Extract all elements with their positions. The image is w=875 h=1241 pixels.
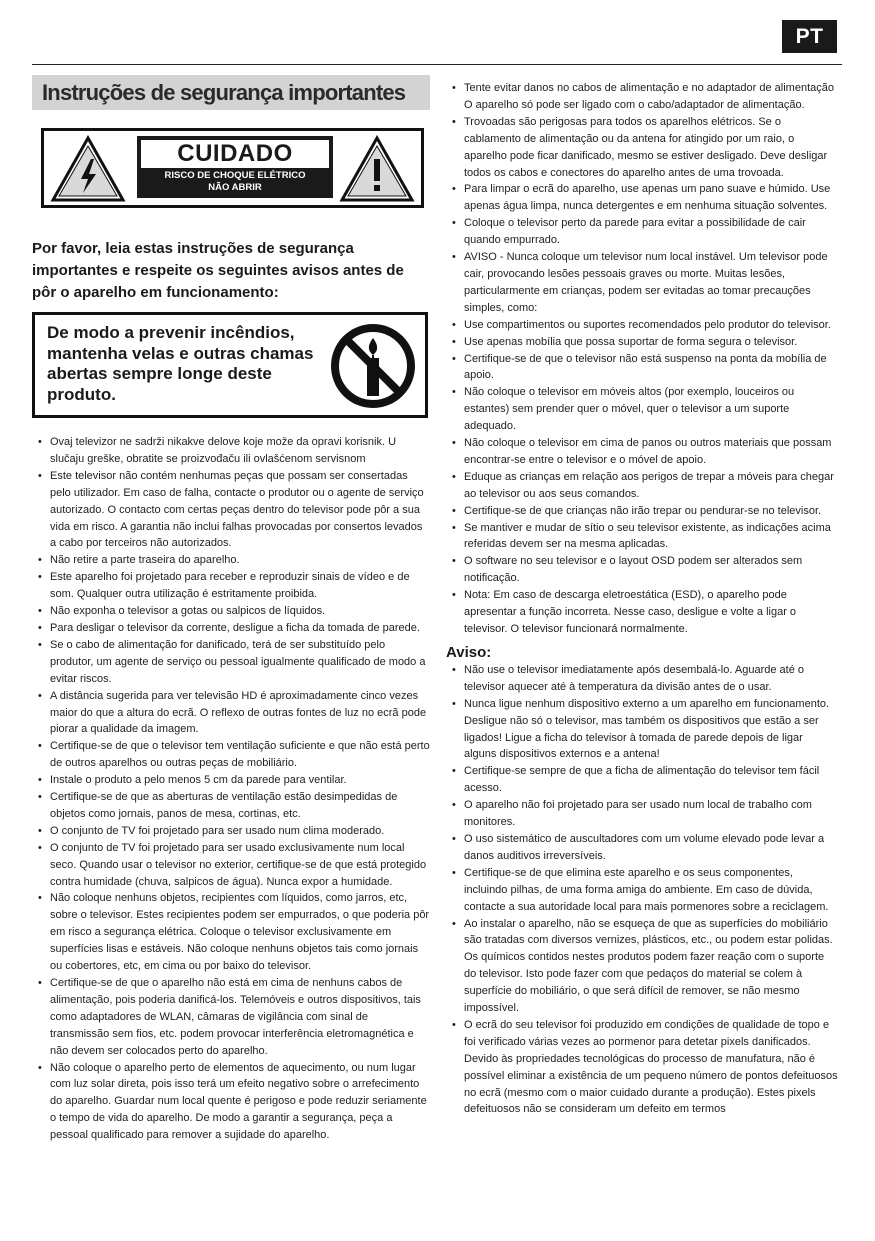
list-item: • O uso sistemático de auscultadores com um volume elevado pode levar a danos auditivos irreversíveis.: [446, 831, 838, 865]
list-item: • Certifique-se de que elimina este aparelho e os seus componentes, incluindo pilhas, de uma forma amiga do ambiente. Em caso de dúvida, contacte a sua autoridade local para mais pormenores sobre a reciclagem.: [446, 865, 838, 916]
list-item: • Não coloque o aparelho perto de elementos de aquecimento, ou num lugar com luz solar direta, pois isso terá um efeito negativo sobre o arrefecimento do aparelho. Guardar num local quente é perigoso e pode reduzir seriamente o tempo de vida do aparelho. De modo a garantir a segurança, peça a pessoal qualificado para remover a sujidade do aparelho.: [32, 1060, 430, 1145]
list-item: • Certifique-se de que crianças não irão trepar ou pendurar-se no televisor.: [446, 503, 838, 520]
list-item: • Não coloque o televisor em cima de panos ou outros materiais que possam encontrar-se entre o televisor e o móvel de apoio.: [446, 435, 838, 469]
left-column: [32, 75, 430, 1144]
list-item: • Ao instalar o aparelho, não se esqueça de que as superfícies do mobiliário são tratadas com diversos vernizes, plásticos, etc., ou podem estar polidas. Os químicos contidos nestes produtos podem fazer reação com o suporte do televisor. Isto pode fazer com que pedaços do material se colem à superfície do mobiliário, o que será difícil de remover, se não mesmo impossível.: [446, 916, 838, 1017]
list-item: • Não coloque o televisor em móveis altos (por exemplo, louceiros ou estantes) sem prender quer o móvel, quer o televisor a um suporte adequado.: [446, 384, 838, 435]
list-item: • Certifique-se de que o televisor tem ventilação suficiente e que não está perto de outros aparelhos ou outras peças de mobiliário.: [32, 738, 430, 772]
candle-warning-text: De modo a prevenir incêndios, mantenha velas e outras chamas abertas sempre longe deste produto.: [47, 323, 314, 404]
list-item: • O aparelho não foi projetado para ser usado num local de trabalho com monitores.: [446, 797, 838, 831]
list-item: • O ecrã do seu televisor foi produzido em condições de qualidade de topo e foi verificado várias vezes ao pormenor para detetar pixels danificados. Devido às propriedades tecnológicas do processo de manufatura, não é possível eliminar a existência de um pequeno número de pontos defeituosos no ecrã (mesmo com o maior cuidado durante a produção). Estes pixels defeituosos não se consideram um defeito em termos: [446, 1017, 838, 1118]
language-badge: PT: [782, 20, 837, 53]
electric-shock-warning-icon: [50, 135, 126, 203]
list-item: • Nota: Em caso de descarga eletroestática (ESD), o aparelho pode apresentar a função incorreta. Nesse caso, desligue e volte a ligar o televisor. O televisor funcionará normalmente.: [446, 587, 838, 638]
list-item: • Para desligar o televisor da corrente, desligue a ficha da tomada de parede.: [32, 620, 430, 637]
caution-subtitle-line1: RISCO DE CHOQUE ELÉTRICO: [164, 170, 306, 181]
list-item: • Tente evitar danos no cabos de alimentação e no adaptador de alimentação O aparelho só pode ser ligado com o cabo/adaptador de alimentação.: [446, 80, 838, 114]
caution-center-panel: [137, 136, 333, 198]
list-item: • Para limpar o ecrã do aparelho, use apenas um pano suave e húmido. Use apenas água limpa, nunca detergentes e em nenhuma situação solventes.: [446, 181, 838, 215]
right-column: [446, 80, 838, 1118]
list-item: • Eduque as crianças em relação aos perigos de trepar a móveis para chegar ao televisor ou aos seus comandos.: [446, 469, 838, 503]
caution-label: [41, 128, 424, 208]
caution-title: CUIDADO: [141, 140, 329, 168]
intro-text: Por favor, leia estas instruções de segurança importantes e respeite os seguintes avisos antes de pôr o aparelho em funcionamento:: [32, 240, 404, 301]
no-open-flame-icon: [329, 322, 417, 410]
list-item: • Trovoadas são perigosas para todos os aparelhos elétricos. Se o cablamento de alimentação ou da antena for atingido por um raio, o aparelho pode ficar danificado, mesmo se estiver desligado. Deve desligar todos os cabos e conectores do aparelho antes de uma trovoada.: [446, 114, 838, 182]
list-item: • Ovaj televizor ne sadrži nikakve delove koje može da opravi korisnik. U slučaju greške, obratite se proizvođaču ili ovlašćenom servisnom: [32, 434, 430, 468]
list-item: • Coloque o televisor perto da parede para evitar a possibilidade de cair quando empurrado.: [446, 215, 838, 249]
list-item: • Não exponha o televisor a gotas ou salpicos de líquidos.: [32, 603, 430, 620]
list-item: • A distância sugerida para ver televisão HD é aproximadamente cinco vezes maior do que a altura do ecrã. O reflexo de outras fontes de luz no ecrã pode piorar a qualidade da imagem.: [32, 688, 430, 739]
aviso-list: [446, 662, 838, 1118]
list-item: • Use compartimentos ou suportes recomendados pelo produtor do televisor.: [446, 317, 838, 334]
left-safety-list: [32, 434, 430, 1144]
aviso-heading: Aviso:: [446, 643, 492, 661]
list-item: • Não retire a parte traseira do aparelho.: [32, 552, 430, 569]
list-item: • O software no seu televisor e o layout OSD podem ser alterados sem notificação.: [446, 553, 838, 587]
list-item: • Certifique-se de que o aparelho não está em cima de nenhuns cabos de alimentação, pois poderia danificá-los. Telemóveis e outros dispositivos, tais como adaptadores de WLAN, câmaras de vigilância com sinal de transmissão sem fios, etc. podem provocar interferência eletromagnética e não devem ser colocados perto do aparelho.: [32, 975, 430, 1060]
list-item: • Certifique-se sempre de que a ficha de alimentação do televisor tem fácil acesso.: [446, 763, 838, 797]
list-item: • AVISO - Nunca coloque um televisor num local instável. Um televisor pode cair, provocando lesões pessoais graves ou morte. Muitas lesões, particularmente em crianças, podem ser evitadas ao tomar precauções simples, como:: [446, 249, 838, 317]
list-item: • Se mantiver e mudar de sítio o seu televisor existente, as indicações acima referidas devem ser na mesma aplicadas.: [446, 520, 838, 554]
list-item: • Certifique-se de que o televisor não está suspenso na ponta da mobília de apoio.: [446, 351, 838, 385]
list-item: • O conjunto de TV foi projetado para ser usado num clima moderado.: [32, 823, 430, 840]
caution-subtitle: [137, 170, 333, 194]
list-item: • O conjunto de TV foi projetado para ser usado exclusivamente num local seco. Quando usar o televisor no exterior, certifique-se de que está protegido contra humidade (chuva, salpicos de água). Nunca expor a humidade.: [32, 840, 430, 891]
list-item: • Nunca ligue nenhum dispositivo externo a um aparelho em funcionamento. Desligue não só o televisor, mas também os dispositivos que estão a ser ligados! Ligue a ficha do televisor à tomada de parede depois de ligar alguns dispositivos externos e a antena!: [446, 696, 838, 764]
list-item: • Não coloque nenhuns objetos, recipientes com líquidos, como jarros, etc, sobre o televisor. Estes recipientes podem ser empurrados, o que poderia pôr em risco a segurança elétrica. Coloque o televisor exclusivamente em superfícies lisas e estáveis. Não coloque nenhuns objetos tais como jornais ou cobertores, etc, em cima ou por baixo do televisor.: [32, 890, 430, 975]
candle-warning-box: [32, 312, 428, 418]
header-divider: [32, 64, 842, 65]
list-item: • Não use o televisor imediatamente após desembalá-lo. Aguarde até o televisor aquecer até à temperatura da divisão antes de o usar.: [446, 662, 838, 696]
list-item: • Este televisor não contém nenhumas peças que possam ser consertadas pelo utilizador. Em caso de falha, contacte o produtor ou o agente de serviço autorizado. O contacto com certas peças dentro do televisor pode pôr a sua vida em risco. A garantia não inclui falhas provocadas por consertos levados a cabo por terceiros não autorizados.: [32, 468, 430, 553]
caution-subtitle-line2: NÃO ABRIR: [208, 182, 262, 193]
list-item: • Certifique-se de que as aberturas de ventilação estão desimpedidas de objetos como jornais, panos de mesa, cortinas, etc.: [32, 789, 430, 823]
exclamation-warning-icon: [339, 135, 415, 203]
list-item: • Este aparelho foi projetado para receber e reproduzir sinais de vídeo e de som. Qualquer outra utilização é estritamente proibida.: [32, 569, 430, 603]
section-title: Instruções de segurança importantes: [32, 75, 430, 110]
right-safety-list: [446, 80, 838, 638]
list-item: • Se o cabo de alimentação for danificado, terá de ser substituído pelo produtor, um agente de serviço ou pessoal igualmente qualificado de modo a evitar riscos.: [32, 637, 430, 688]
list-item: • Use apenas mobília que possa suportar de forma segura o televisor.: [446, 334, 838, 351]
list-item: • Instale o produto a pelo menos 5 cm da parede para ventilar.: [32, 772, 430, 789]
